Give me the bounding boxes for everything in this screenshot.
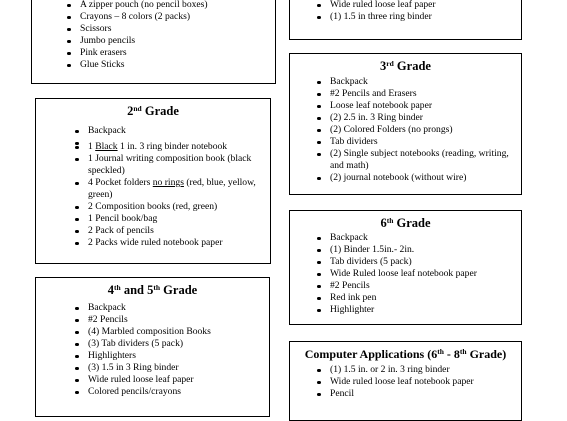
list-item: 2 Packs wide ruled notebook paper xyxy=(74,237,264,249)
fourth-fifth-grade-supply-box xyxy=(35,277,270,417)
list-item: Backpack xyxy=(74,302,263,314)
sixth-grade-heading: 6th Grade xyxy=(380,216,431,230)
second-grade-heading: 2nd Grade xyxy=(127,104,179,118)
list-item: (2) 2.5 in. 3 Ring binder xyxy=(316,112,515,124)
kindergarten-supply-list xyxy=(66,0,271,71)
list-item: (2) journal notebook (without wire) xyxy=(316,172,515,184)
list-item: (2) Colored Folders (no prongs) xyxy=(316,124,515,136)
sixth-grade-supply-list xyxy=(316,232,515,316)
computer-applications-heading: Computer Applications (6th - 8th Grade) xyxy=(304,347,507,361)
list-item: Pencil xyxy=(316,388,517,400)
first-grade-supply-box xyxy=(289,0,522,40)
list-item: Backpack xyxy=(316,76,515,88)
list-item: (2) Single subject notebooks (reading, writing, and math) xyxy=(316,148,515,172)
list-item: Jumbo pencils xyxy=(66,35,271,47)
list-item: Crayons – 8 colors (2 packs) xyxy=(66,11,271,23)
second-grade-supply-box xyxy=(35,98,271,264)
list-item: A zipper pouch (no pencil boxes) xyxy=(66,0,271,11)
list-item: 2 Pack of pencils xyxy=(74,225,264,237)
list-item: Glue Sticks xyxy=(66,59,271,71)
list-item: 1 Journal writing composition book (black speckled) xyxy=(74,153,264,177)
list-item: Colored pencils/crayons xyxy=(74,386,263,398)
list-item: Tab dividers xyxy=(316,136,515,148)
list-item: 1 Black 1 in. 3 ring binder notebook xyxy=(74,141,264,153)
list-item: Highlighter xyxy=(316,304,515,316)
list-item: Wide ruled loose leaf notebook paper xyxy=(316,376,517,388)
list-item: #2 Pencils xyxy=(316,280,515,292)
list-item: (3) Tab dividers (5 pack) xyxy=(74,338,263,350)
list-item: Wide ruled loose leaf paper xyxy=(316,0,517,11)
list-item: Highlighters xyxy=(74,350,263,362)
third-grade-supply-list xyxy=(316,76,515,184)
computer-applications-supply-list xyxy=(316,364,517,400)
list-item: Backpack xyxy=(74,125,264,137)
list-item: Loose leaf notebook paper xyxy=(316,100,515,112)
list-item: 1 Pencil book/bag xyxy=(74,213,264,225)
list-item: Tab dividers (5 pack) xyxy=(316,256,515,268)
second-grade-supply-list xyxy=(74,125,264,249)
list-item: (4) Marbled composition Books xyxy=(74,326,263,338)
first-grade-supply-list xyxy=(316,0,517,23)
list-item: Wide ruled loose leaf paper xyxy=(74,374,263,386)
list-item: Scissors xyxy=(66,23,271,35)
sixth-grade-supply-box xyxy=(289,210,522,325)
list-item: Wide Ruled loose leaf notebook paper xyxy=(316,268,515,280)
list-item: 2 Composition books (red, green) xyxy=(74,201,264,213)
list-item: 4 Pocket folders no rings (red, blue, yellow, green) xyxy=(74,177,264,201)
computer-applications-supply-box xyxy=(289,341,522,421)
list-item: Red ink pen xyxy=(316,292,515,304)
list-item: #2 Pencils and Erasers xyxy=(316,88,515,100)
list-item: (1) 1.5 in three ring binder xyxy=(316,11,517,23)
list-item: (1) Binder 1.5in.- 2in. xyxy=(316,244,515,256)
fourth-fifth-grade-heading: 4th and 5th Grade xyxy=(107,283,198,297)
third-grade-supply-box xyxy=(289,53,522,195)
list-item: Backpack xyxy=(316,232,515,244)
third-grade-heading: 3rd Grade xyxy=(380,59,431,73)
list-item: #2 Pencils xyxy=(74,314,263,326)
list-item: Pink erasers xyxy=(66,47,271,59)
kindergarten-supply-box xyxy=(31,0,276,84)
list-item: (1) 1.5 in. or 2 in. 3 ring binder xyxy=(316,364,517,376)
list-item: (3) 1.5 in 3 Ring binder xyxy=(74,362,263,374)
fourth-fifth-grade-supply-list xyxy=(74,302,263,398)
